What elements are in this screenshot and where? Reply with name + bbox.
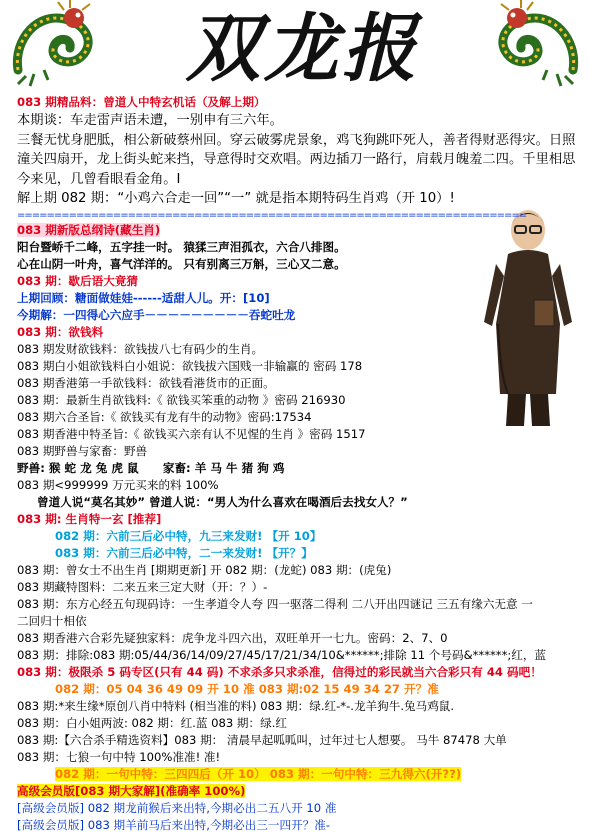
tips-line: 083 期：七狼一句中特 100%准准! 准!: [17, 749, 221, 764]
footer-heading: 高级会员版[083 期大家解](准确率 100%): [17, 783, 246, 798]
tips-line: 083 期：极限杀 5 码专区(只有 44 码) 不求杀多只求杀准，信得过的彩民就当六合彩只有 44 码吧！: [17, 664, 542, 679]
home-label: 家畜:: [162, 460, 191, 475]
section1-line: 三餐无忧身肥胝，相公新破蔡州回。穿云破雾虎景象，鸡飞狗跳吓死人，善者得财恶得灾。日照潼关四扇开，龙上街头蛇来挡，导意得时交欢唱。两边插刀一路行，肩载月魄羞二四。千里相思今来见，几曾看眼看金角。I: [17, 132, 576, 187]
section3-heading: 083 期：歇后语大竟猜: [17, 273, 138, 288]
tips-line: 083 期：排除:083 期:05/44/36/14/09/27/45/17/21/34/10&******;排除 11 个号码&******;红，蓝: [17, 647, 547, 662]
section4-heading: 083 期：欲钱料: [17, 324, 104, 339]
animals-title: 083 期野兽与家畜：野兽: [17, 443, 148, 458]
tips-line: 083 期：东方心经五句现码诗：一生孝道令人夸 四一驱落二得利 二八开出四谜记 三五有缘六无意 一: [17, 596, 533, 611]
verse-line: 082 期：一句中特：三四四后（开 10） 083 期：一句中特：三九得六(开??): [55, 766, 462, 781]
riddle-recap: 上期回顾：糖面做娃娃------适甜人儿。开：[10]: [17, 290, 270, 305]
section2-line: 心在山阴一叶舟，喜气洋洋的。 只有别离三万斛，三心又二意。: [17, 256, 346, 271]
tips-line: 二回归十相依: [17, 613, 87, 628]
section1-line: 本期谈：车走雷声语未遭，一别申有三六年。: [17, 113, 283, 128]
section-divider: =====================================================================: [17, 209, 527, 221]
tips-line: 083 期:【六合杀手精选资料】083 期： 清晨早起呱呱叫，过年过七人想要。 马牛 87478 大单: [17, 732, 507, 747]
wish-money-line: 083 期香港第一手欲钱料：欲钱看港货市的正面。: [17, 375, 275, 390]
section1-heading: 083 期精品料：曾道人中特玄机话（及解上期）: [17, 95, 266, 109]
wish-money-line: 083 期：最新生肖欲钱料:《 欲钱买笨重的动物 》密码 216930: [17, 392, 346, 407]
section2-heading: 083 期新版总纲诗(藏生肖): [17, 222, 161, 237]
tips-line: 083 期：曾女士不出生肖 [期期更新] 开 082 期：(龙蛇) 083 期：(虎兔): [17, 562, 392, 577]
tips-line: 083 期：白小姐两波: 082 期：红.蓝 083 期：绿.红: [17, 715, 287, 730]
wild-label: 野兽:: [17, 460, 45, 475]
section1-line: 解上期 082 期：“小鸡六合走一回”“一” 就是指本期特码生肖鸡（开 10）!: [17, 191, 455, 206]
quote-line: 曾道人说“莫名其妙” 曾道人说：“男人为什么喜欢在喝酒后去找女人？”: [37, 494, 408, 509]
wish-money-line: 083 期白小姐欲钱料白小姐说：欲钱拔六国贱一非输赢的 密码 178: [17, 358, 363, 373]
wish-money-line: 083 期发财欲钱料：欲钱拔八七有码少的生肖。: [17, 341, 264, 356]
tips-line: 083 期:*来生缘*原创八肖中特料 (相当准的料) 083 期：绿.红-*-.龙羊狗牛.兔马鸡鼠.: [17, 698, 455, 713]
wish-money-line: 083 期香港中特圣旨:《 欲钱买六亲有认不见惺的生肖 》密码 1517: [17, 426, 366, 441]
page-title: 双龙报: [186, 6, 420, 92]
article-body: [17, 94, 582, 832]
wish-money-line: 083 期六合圣旨:《 欲钱买有龙有牛的动物》密码:17534: [17, 409, 312, 424]
tips-line: 083 期藏特图料：二来五来三定大财（开：？）-: [17, 579, 268, 594]
footer-line: [高级会员版] 082 期龙前猴后来出特,今期必出二五八开 10 准: [17, 800, 337, 815]
dragon-left-icon: [8, 0, 100, 90]
wild-values: 猴 蛇 龙 兔 虎 鼠: [48, 460, 139, 475]
numbers-line: 082 期：05 04 36 49 09 开 10 准 083 期:02 15 49 34 27 开？准: [55, 681, 439, 696]
dragon-right-icon: [491, 0, 583, 90]
section2-line: 阳台暨峤千二峰，五字挂一时。 猿猱三声泪孤衣，六合八排图。: [17, 239, 346, 254]
home-values: 羊 马 牛 猪 狗 鸡: [194, 460, 285, 475]
section5-heading: 083 期: 生肖特一玄 [推荐]: [17, 511, 162, 526]
zodiac-line: 082 期：六前三后必中特，九三来发财! 【开 10】: [55, 528, 322, 543]
riddle-today: 今期解：一四得心六应手－－－－－－－－－吞蛇吐龙: [17, 307, 296, 322]
million-line: 083 期<999999 万元买来的料 100%: [17, 477, 219, 492]
zodiac-line: 083 期：六前三后必中特，二一来发财! 【开？】: [55, 545, 313, 560]
footer-line: [高级会员版] 083 期羊前马后来出特,今期必出三一四开？准-: [17, 817, 331, 832]
animals-list: [17, 460, 582, 477]
tips-line: 083 期香港六合彩先疑独家料：虎争龙斗四六出，双旺单开一七九。密码：2、7、0: [17, 630, 448, 645]
page-header: [0, 0, 589, 96]
